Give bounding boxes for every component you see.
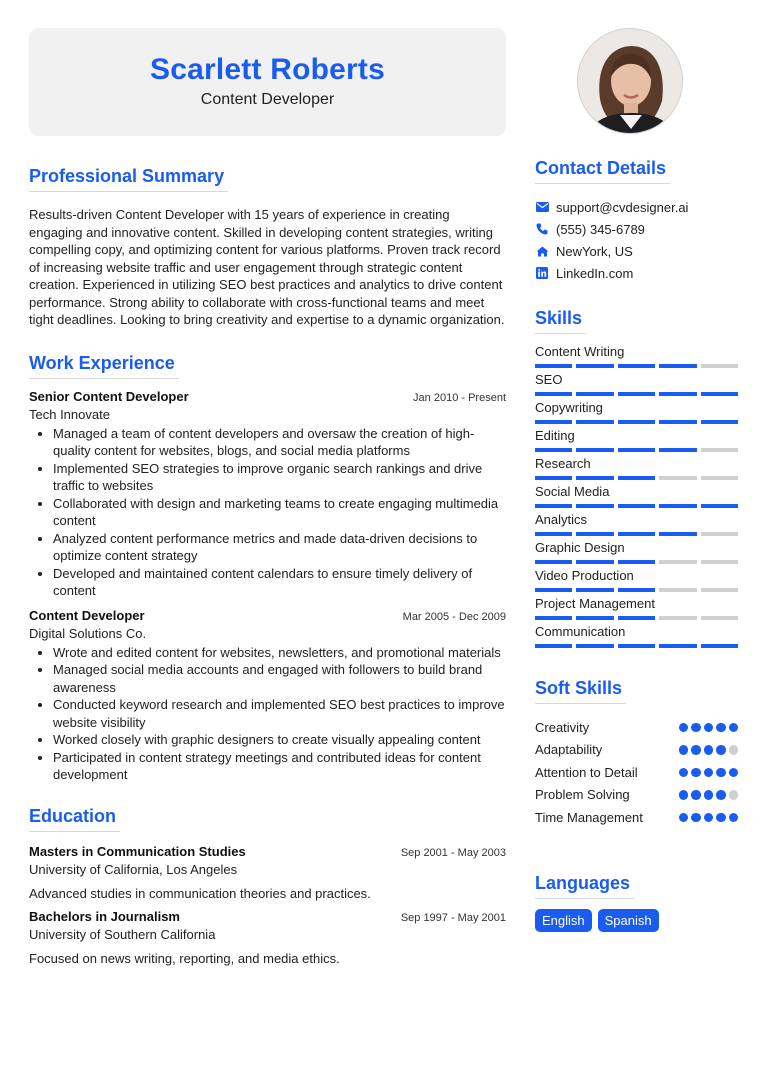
rating-dot	[691, 813, 701, 823]
skill-level-segment	[535, 504, 572, 508]
skill-level-segment	[535, 448, 572, 452]
summary-heading: Professional Summary	[29, 166, 228, 192]
contact-phone[interactable]	[535, 218, 738, 240]
skill-level-segment	[659, 560, 696, 564]
skill-level-segment	[659, 532, 696, 536]
rating-dot	[704, 745, 714, 755]
soft-skill-rating	[679, 723, 739, 733]
skill-level-segment	[535, 644, 572, 648]
contact-text: support@cvdesigner.ai	[556, 199, 689, 215]
job-bullet: Developed and maintained content calendars to ensure timely delivery of content	[29, 565, 506, 600]
skill-level-segment	[535, 392, 572, 396]
contact-text: (555) 345-6789	[556, 221, 645, 237]
soft-skill-rating	[679, 813, 739, 823]
rating-dot	[679, 813, 689, 823]
skill-level-bar	[535, 560, 738, 564]
education-date: Sep 2001 - May 2003	[400, 846, 506, 859]
soft-skill-item	[535, 761, 738, 784]
job-title: Content Developer	[29, 607, 145, 623]
skill-level-segment	[618, 476, 655, 480]
job-bullet: Analyzed content performance metrics and made data-driven decisions to optimize content strategy	[29, 530, 506, 565]
skill-item	[535, 484, 738, 508]
education-description: Focused on news writing, reporting, and media ethics.	[29, 950, 340, 966]
header-card	[29, 28, 506, 136]
rating-dot	[716, 768, 726, 778]
soft-skill-rating	[679, 768, 739, 778]
skill-level-segment	[701, 588, 738, 592]
skill-level-segment	[659, 644, 696, 648]
skill-level-bar	[535, 392, 738, 396]
languages-heading: Languages	[535, 873, 634, 899]
rating-dot	[716, 813, 726, 823]
rating-dot	[729, 745, 739, 755]
skill-level-segment	[576, 644, 613, 648]
contact-text: NewYork, US	[556, 243, 633, 259]
degree-title: Masters in Communication Studies	[29, 843, 246, 859]
skill-level-segment	[535, 616, 572, 620]
language-pill: Spanish	[598, 909, 659, 932]
rating-dot	[704, 813, 714, 823]
skill-level-segment	[618, 448, 655, 452]
sidebar-column	[535, 28, 738, 932]
skill-level-segment	[535, 364, 572, 368]
skill-level-segment	[618, 364, 655, 368]
rating-dot	[691, 790, 701, 800]
skill-level-segment	[701, 560, 738, 564]
skill-level-segment	[576, 476, 613, 480]
contact-heading: Contact Details	[535, 158, 670, 184]
skills-list	[535, 344, 738, 648]
skill-name: Project Management	[535, 596, 655, 611]
skill-level-segment	[618, 588, 655, 592]
education-date: Sep 1997 - May 2001	[400, 911, 506, 924]
skill-item	[535, 568, 738, 592]
rating-dot	[691, 723, 701, 733]
job-company: Digital Solutions Co.	[29, 625, 147, 641]
skill-level-segment	[659, 420, 696, 424]
skill-level-bar	[535, 588, 738, 592]
skill-item	[535, 596, 738, 620]
skill-item	[535, 400, 738, 424]
school-name: University of Southern California	[29, 926, 216, 942]
home-icon	[535, 244, 549, 258]
job-entry	[29, 608, 506, 784]
soft-skill-item	[535, 806, 738, 829]
linkedin-icon	[535, 266, 549, 280]
envelope-icon	[535, 200, 549, 214]
rating-dot	[691, 745, 701, 755]
soft-skill-name: Attention to Detail	[535, 764, 638, 780]
rating-dot	[729, 768, 739, 778]
soft-skill-rating	[679, 790, 739, 800]
skills-heading: Skills	[535, 308, 586, 334]
skill-name: Communication	[535, 624, 626, 639]
skill-name: Copywriting	[535, 400, 603, 415]
job-bullet: Participated in content strategy meetings and contributed ideas for content development	[29, 749, 506, 784]
skill-item	[535, 428, 738, 452]
job-entry	[29, 389, 506, 600]
skill-level-segment	[659, 504, 696, 508]
skill-level-segment	[535, 420, 572, 424]
rating-dot	[716, 790, 726, 800]
soft-skill-item	[535, 739, 738, 762]
job-company: Tech Innovate	[29, 406, 110, 422]
skill-name: Social Media	[535, 484, 610, 499]
soft-skills-list	[535, 716, 738, 829]
skill-item	[535, 624, 738, 648]
job-date: Mar 2005 - Dec 2009	[402, 610, 506, 623]
skill-level-bar	[535, 364, 738, 368]
job-date: Jan 2010 - Present	[413, 391, 506, 404]
skill-level-segment	[576, 616, 613, 620]
skill-level-segment	[701, 644, 738, 648]
rating-dot	[704, 768, 714, 778]
job-title: Senior Content Developer	[29, 388, 189, 404]
job-bullet: Managed social media accounts and engaged with followers to build brand awareness	[29, 661, 506, 696]
skill-level-segment	[618, 560, 655, 564]
education-entry	[29, 844, 506, 901]
skill-level-segment	[576, 588, 613, 592]
skill-level-segment	[659, 616, 696, 620]
languages-list	[535, 909, 738, 932]
skill-level-segment	[701, 616, 738, 620]
skill-name: Graphic Design	[535, 540, 625, 555]
rating-dot	[704, 790, 714, 800]
job-bullet: Wrote and edited content for websites, newsletters, and promotional materials	[29, 644, 506, 662]
contact-email[interactable]	[535, 196, 738, 218]
job-bullet: Collaborated with design and marketing teams to create engaging multimedia content	[29, 495, 506, 530]
skill-level-segment	[618, 420, 655, 424]
skill-name: Research	[535, 456, 591, 471]
skill-level-segment	[659, 588, 696, 592]
phone-icon	[535, 222, 549, 236]
job-bullet: Worked closely with graphic designers to create visually appealing content	[29, 731, 506, 749]
skill-level-segment	[535, 560, 572, 564]
skill-item	[535, 456, 738, 480]
skill-level-bar	[535, 532, 738, 536]
degree-title: Bachelors in Journalism	[29, 908, 180, 924]
contact-text: LinkedIn.com	[556, 265, 634, 281]
skill-level-segment	[535, 532, 572, 536]
skill-level-bar	[535, 476, 738, 480]
education-description: Advanced studies in communication theories and practices.	[29, 885, 371, 901]
skill-level-segment	[701, 420, 738, 424]
skill-level-segment	[618, 392, 655, 396]
contact-linkedin[interactable]	[535, 262, 738, 284]
skill-level-segment	[576, 560, 613, 564]
work-heading: Work Experience	[29, 353, 179, 379]
soft-skill-item	[535, 716, 738, 739]
skill-level-segment	[659, 392, 696, 396]
skill-level-segment	[701, 532, 738, 536]
skill-name: Video Production	[535, 568, 634, 583]
contact-location	[535, 240, 738, 262]
rating-dot	[729, 723, 739, 733]
soft-skill-item	[535, 784, 738, 807]
candidate-role: Content Developer	[200, 91, 335, 108]
soft-skill-name: Time Management	[535, 809, 643, 825]
skill-level-segment	[576, 392, 613, 396]
rating-dot	[729, 813, 739, 823]
skill-level-segment	[576, 420, 613, 424]
rating-dot	[716, 723, 726, 733]
soft-skill-name: Creativity	[535, 719, 590, 735]
skill-item	[535, 344, 738, 368]
job-bullet: Conducted keyword research and implemented SEO best practices to improve website visibility	[29, 696, 506, 731]
skill-level-segment	[576, 448, 613, 452]
skill-level-bar	[535, 616, 738, 620]
skill-level-segment	[701, 476, 738, 480]
profile-photo	[577, 28, 683, 134]
skill-level-segment	[618, 644, 655, 648]
rating-dot	[716, 745, 726, 755]
rating-dot	[729, 790, 739, 800]
soft-skill-name: Adaptability	[535, 742, 603, 758]
education-entry	[29, 909, 506, 966]
skill-level-bar	[535, 644, 738, 648]
contact-list	[535, 196, 738, 284]
soft-skills-heading: Soft Skills	[535, 678, 626, 704]
skill-name: Analytics	[535, 512, 588, 527]
skill-level-segment	[576, 504, 613, 508]
skill-name: Content Writing	[535, 344, 625, 359]
skill-item	[535, 372, 738, 396]
rating-dot	[679, 745, 689, 755]
skill-level-segment	[618, 504, 655, 508]
skill-level-segment	[701, 364, 738, 368]
job-bullets	[29, 644, 506, 784]
rating-dot	[679, 723, 689, 733]
skill-level-segment	[701, 448, 738, 452]
job-bullet: Implemented SEO strategies to improve organic search rankings and drive traffic to websites	[29, 460, 506, 495]
rating-dot	[691, 768, 701, 778]
rating-dot	[704, 723, 714, 733]
skill-level-segment	[535, 476, 572, 480]
summary-text: Results-driven Content Developer with 15 years of experience in creating engaging and innovative content. Skilled in developing content strategies, writing compelling copy, and optimizing content for various platforms. Proven track record of increasing website traffic and user engagement through strategic content creation. Experienced in utilizing SEO best practices and analytics to drive content performance. Strong ability to collaborate with cross-functional teams and meet tight deadlines. Looking to bring creativity and expertise to a dynamic organization.	[29, 207, 505, 327]
skill-level-segment	[576, 364, 613, 368]
portrait-image	[578, 29, 683, 134]
job-bullets	[29, 425, 506, 600]
skill-level-segment	[659, 364, 696, 368]
education-heading: Education	[29, 806, 120, 832]
skill-name: Editing	[535, 428, 575, 443]
candidate-name: Scarlett Roberts	[150, 53, 385, 86]
soft-skill-name: Problem Solving	[535, 787, 630, 803]
job-bullet: Managed a team of content developers and oversaw the creation of high-quality content for websites, blogs, and social media platforms	[29, 425, 506, 460]
skill-level-segment	[576, 532, 613, 536]
skill-level-bar	[535, 448, 738, 452]
rating-dot	[679, 768, 689, 778]
skill-item	[535, 540, 738, 564]
skill-level-segment	[659, 448, 696, 452]
skill-name: SEO	[535, 372, 563, 387]
skill-level-segment	[618, 616, 655, 620]
soft-skill-rating	[679, 745, 739, 755]
rating-dot	[679, 790, 689, 800]
skill-level-segment	[618, 532, 655, 536]
skill-item	[535, 512, 738, 536]
skill-level-bar	[535, 504, 738, 508]
school-name: University of California, Los Angeles	[29, 861, 238, 877]
skill-level-bar	[535, 420, 738, 424]
skill-level-segment	[535, 588, 572, 592]
skill-level-segment	[701, 392, 738, 396]
skill-level-segment	[659, 476, 696, 480]
language-pill: English	[535, 909, 592, 932]
main-column	[29, 28, 506, 966]
skill-level-segment	[701, 504, 738, 508]
